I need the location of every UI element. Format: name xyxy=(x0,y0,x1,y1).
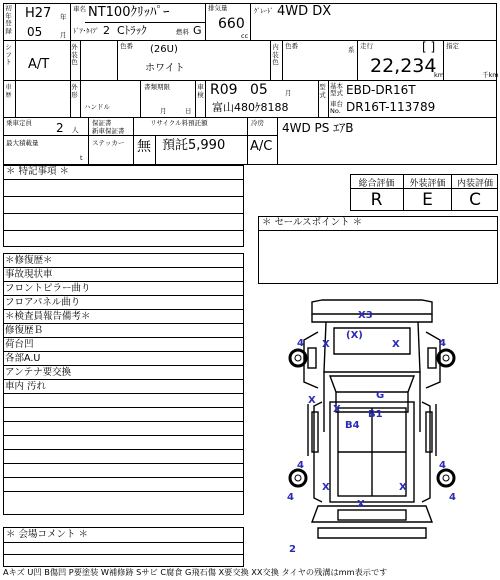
doors-value: 2 xyxy=(103,24,110,37)
inspector-item: アンテナ要交換 xyxy=(3,366,243,380)
tire-depth: 4 xyxy=(287,492,294,503)
shape-label: 外形 xyxy=(71,83,78,99)
ac-value: A/C xyxy=(250,139,273,154)
exterior-rating-value: E xyxy=(422,190,433,210)
plate-value: 富山480ｹ8188 xyxy=(212,101,289,114)
sticker-label: ステッカー xyxy=(92,139,125,147)
model-value: NT100ｸﾘｯﾊﾟｰ xyxy=(88,5,170,20)
doors-label: ﾄﾞｱ･ﾀｲﾌﾟ xyxy=(73,27,99,35)
fuel-value: G xyxy=(193,24,202,37)
max-load-unit: t xyxy=(80,154,83,162)
tire-depth: 4 xyxy=(439,338,446,349)
inspector-item: 各部A.U xyxy=(3,352,243,366)
empty-row xyxy=(3,450,243,464)
tire-depth: 4 xyxy=(439,460,446,471)
inspector-item: 荷台凹 xyxy=(3,338,243,352)
damage-mark-x: X xyxy=(333,404,341,415)
designation-label: 指定 xyxy=(446,42,459,50)
damage-mark-x: X xyxy=(322,339,330,350)
int-color-unit: 系 xyxy=(348,46,355,54)
doc-month-label: 月 xyxy=(160,107,167,115)
int-color-label: 内装色 xyxy=(272,43,279,66)
tire-depth: 4 xyxy=(297,460,304,471)
empty-row xyxy=(3,492,243,506)
grade-value: 4WD DX xyxy=(277,4,332,19)
recycle-value: 預託5,990 xyxy=(162,138,226,153)
thousand-km-unit: 千km xyxy=(482,71,499,79)
color-code-value: (26U) xyxy=(150,44,178,55)
body-type-value: Cﾄﾗｯｸ xyxy=(117,24,147,37)
damage-mark-x: X xyxy=(392,339,400,350)
special-notes-title: ＊ 特記事項 ＊ xyxy=(6,166,70,177)
type-code-value: EBD-DR16T xyxy=(346,83,416,97)
inspector-item: 車内 汚れ xyxy=(3,380,243,394)
type-label: 型式 xyxy=(319,83,326,99)
empty-row xyxy=(3,408,243,422)
mileage-unit: km xyxy=(434,71,445,79)
grade-label: ｸﾞﾚｰﾄﾞ xyxy=(254,7,274,15)
warranty-value: 無 xyxy=(137,139,151,155)
venue-comment-title: ＊ 会場コメント ＊ xyxy=(6,529,89,540)
new-car-warranty-label: 新車保証書 xyxy=(92,127,125,135)
empty-row xyxy=(3,464,243,478)
mileage-label: 走行 xyxy=(360,42,373,50)
damage-mark-x: X xyxy=(399,482,407,493)
shape-handle-label: ハンドル xyxy=(84,103,110,111)
damage-mark-x3: X3 xyxy=(358,310,373,321)
ac-label: 冷房 xyxy=(251,119,264,127)
tire-depth: 4 xyxy=(449,492,456,503)
int-color-number-label: 色番 xyxy=(285,42,298,50)
car-damage-diagram xyxy=(282,292,462,562)
legend-text: Aキズ U凹 B傷凹 P要塗装 W補修跡 Sサビ C腐食 G飛石傷 X要交換 XX交換 タイヤの残溝はmm表示です xyxy=(3,567,388,577)
damage-mark-x: X xyxy=(308,395,316,406)
special-notes-box xyxy=(3,165,244,247)
tire-depth: 4 xyxy=(297,338,304,349)
chassis-label: 車台No. xyxy=(330,100,343,115)
doc-day-label: 日 xyxy=(185,107,192,115)
repair-item: フロアパネル曲り xyxy=(3,296,243,310)
overall-rating-label: 総合評価 xyxy=(358,179,395,189)
capacity-value: 2 xyxy=(56,121,64,135)
empty-row xyxy=(3,394,243,408)
damage-mark-x: X xyxy=(322,482,330,493)
empty-row xyxy=(3,478,243,492)
interior-rating-label: 内装評価 xyxy=(456,179,493,189)
shift-value: A/T xyxy=(28,57,50,72)
inspection-month-suffix: 月 xyxy=(285,89,292,97)
displacement-unit: cc xyxy=(241,32,249,40)
fuel-label: 燃料 xyxy=(176,28,189,36)
ext-color-label: 外装色 xyxy=(71,43,78,66)
exterior-rating-label: 外装評価 xyxy=(409,179,446,189)
capacity-unit: 人 xyxy=(72,126,79,134)
inspector-item: 修復歴Ｂ xyxy=(3,324,243,338)
shift-label: シフト xyxy=(5,43,12,66)
mileage-box: [ ] xyxy=(422,40,436,54)
damage-mark-2: 2 xyxy=(289,544,296,555)
max-load-label: 最大積載量 xyxy=(6,139,39,147)
model-label: 車名 xyxy=(73,5,86,13)
color-number-label: 色番 xyxy=(120,42,133,50)
chassis-value: DR16T-113789 xyxy=(346,100,436,114)
repair-item: 事故現状車 xyxy=(3,268,243,282)
displacement-value: 660 xyxy=(218,16,245,32)
damage-mark-g: G xyxy=(376,390,385,401)
empty-row xyxy=(3,422,243,436)
color-name-value: ホワイト xyxy=(145,63,185,74)
first-registration-label: 初年登録 xyxy=(5,4,12,35)
mileage-value: 22,234 xyxy=(370,55,437,77)
empty-row xyxy=(3,436,243,450)
overall-rating-value: R xyxy=(370,190,383,210)
month-value: 05 xyxy=(27,25,43,39)
repair-item: フロントピラー曲り xyxy=(3,282,243,296)
sales-point-title: ＊ セールスポイント ＊ xyxy=(262,217,363,228)
base-type-label: 基本型式 xyxy=(330,82,343,97)
inspection-year-value: R09 xyxy=(210,82,238,98)
doc-deadline-label: 書類期限 xyxy=(144,83,170,91)
inspection-label: 車検 xyxy=(197,83,204,99)
damage-mark-x: (X) xyxy=(346,330,363,341)
interior-rating-value: C xyxy=(469,190,481,210)
damage-mark-b1: B1 xyxy=(368,409,383,420)
damage-mark-b4: B4 xyxy=(345,420,360,431)
damage-mark-x: X xyxy=(357,499,365,510)
capacity-label: 乗車定員 xyxy=(6,119,32,127)
recycle-label: リサイクル料預託額 xyxy=(150,119,208,127)
inspector-title: ＊検査員報告備考＊ xyxy=(3,310,243,324)
year-suffix: 年 xyxy=(60,13,67,21)
displacement-label: 排気量 xyxy=(208,4,228,12)
month-suffix: 月 xyxy=(60,31,67,39)
inspection-month-value: 05 xyxy=(250,82,268,98)
history-label: 車歴 xyxy=(5,84,12,99)
repair-title: ＊修復歴＊ xyxy=(3,254,243,268)
warranty-label: 保証書 xyxy=(92,119,112,127)
equipment-value: 4WD PS ｴｱB xyxy=(282,121,354,135)
year-value: H27 xyxy=(25,6,52,21)
